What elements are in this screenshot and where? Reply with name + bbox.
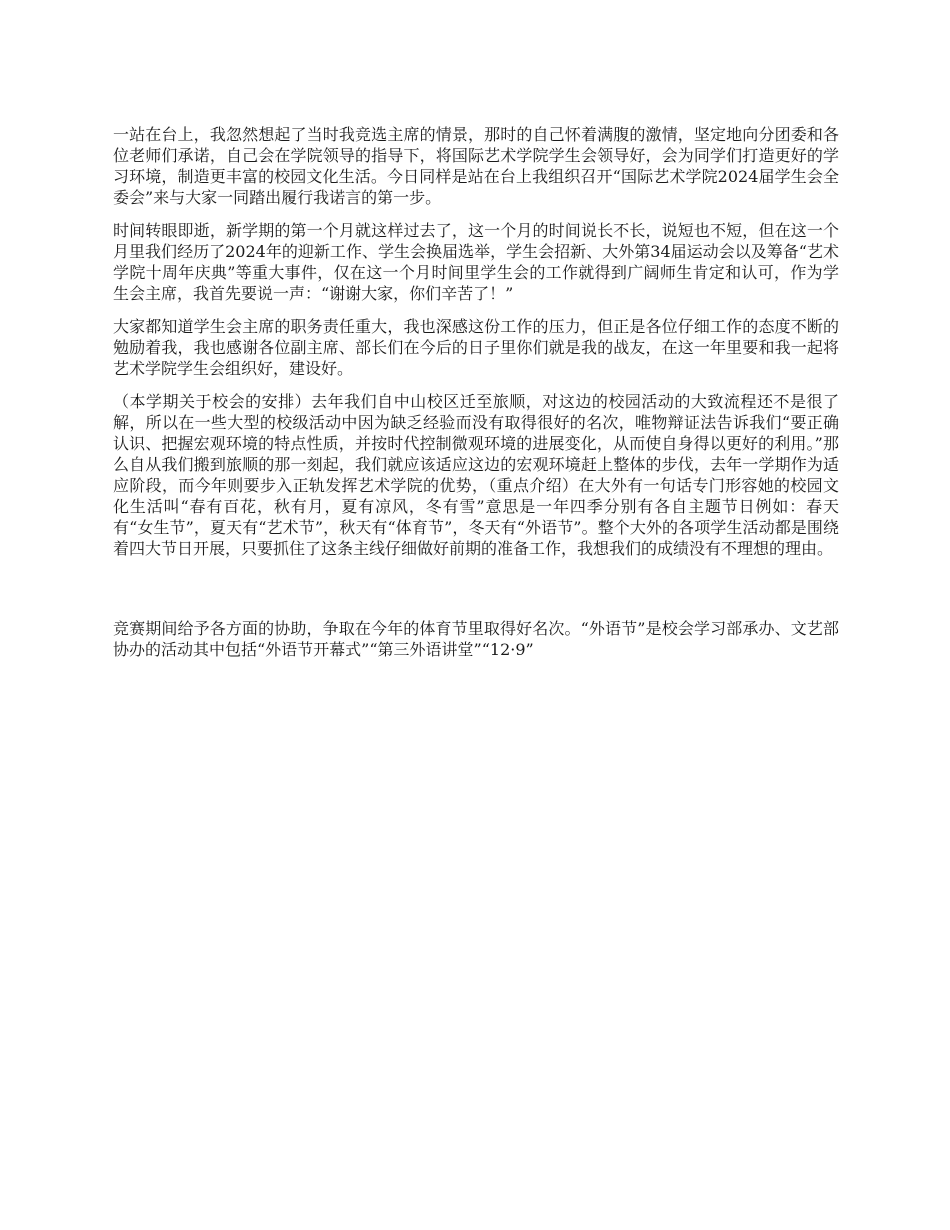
section-gap — [113, 571, 839, 618]
paragraph-2: 时间转眼即逝，新学期的第一个月就这样过去了，这一个月的时间说长不长，说短也不短，但在这一个月里我们经历了2024年的迎新工作、学生会换届选举，学生会招新、大外第34届运动会以及筹备“艺术学院十周年庆典”等重大事件，仅在这一个月时间里学生会的工作就得到广阔师生肯定和认可，作为学生会主席，我首先要说一声：“谢谢大家，你们辛苦了！” — [113, 221, 839, 303]
paragraph-3: 大家都知道学生会主席的职务责任重大，我也深感这份工作的压力，但正是各位仔细工作的态度不断的勉励着我，我也感谢各位副主席、部长们在今后的日子里你们就是我的战友，在这一年里要和我一起将艺术学院学生会组织好，建设好。 — [113, 317, 839, 378]
paragraph-4: （本学期关于校会的安排）去年我们自中山校区迁至旅顺，对这边的校园活动的大致流程还不是很了解，所以在一些大型的校级活动中因为缺乏经验而没有取得很好的名次，唯物辩证法告诉我们“要正确认识、把握宏观环境的特点性质，并按时代控制微观环境的进展变化，从而使自身得以更好的利用。”那么自从我们搬到旅顺的那一刻起，我们就应该适应这边的宏观环境赶上整体的步伐，去年一学期作为适应阶段，而今年则要步入正轨发挥艺术学院的优势，（重点介绍）在大外有一句话专门形容她的校园文化生活叫“春有百花，秋有月，夏有凉风，冬有雪”意思是一年四季分别有各自主题节日例如：春天有“女生节”，夏天有“艺术节”，秋天有“体育节”，冬天有“外语节”。整个大外的各项学生活动都是围绕着四大节日开展，只要抓住了这条主线仔细做好前期的准备工作，我想我们的成绩没有不理想的理由。 — [113, 392, 839, 558]
paragraph-1: 一站在台上，我忽然想起了当时我竞选主席的情景，那时的自己怀着满腹的激情，坚定地向分团委和各位老师们承诺，自己会在学院领导的指导下，将国际艺术学院学生会领导好，会为同学们打造更好的学习环境，制造更丰富的校园文化生活。今日同样是站在台上我组织召开“国际艺术学院2024届学生会全委会”来与大家一同踏出履行我诺言的第一步。 — [113, 125, 839, 207]
document-body — [113, 124, 839, 672]
paragraph-5: 竞赛期间给予各方面的协助，争取在今年的体育节里取得好名次。“外语节”是校会学习部承办、文艺部协办的活动其中包括“外语节开幕式”“第三外语讲堂”“12·9” — [113, 619, 839, 659]
